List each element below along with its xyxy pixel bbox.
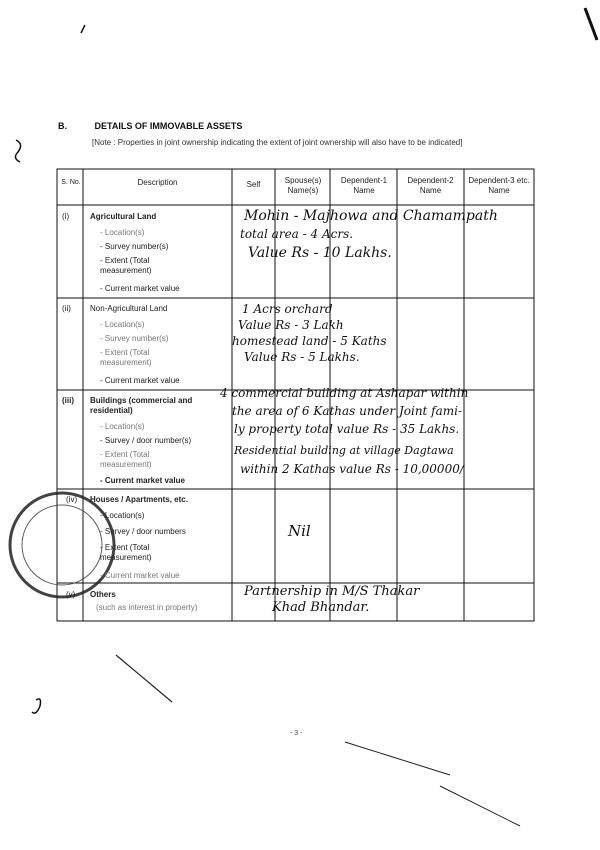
row-5-handwritten-2: Khad Bhandar. [272,600,370,615]
row-2-field-2: - Survey number(s) [100,334,230,344]
row-2-field-4: - Current market value [100,376,230,386]
header-dependent-1: Dependent-1 Name [340,176,388,195]
row-1-field-3: - Extent (Total measurement) [100,256,200,276]
header-dependent-3: Dependent-3 etc. Name [468,176,530,195]
header-dependent-2: Dependent-2 Name [407,176,454,195]
row-2-field-1: - Location(s) [100,320,230,330]
row-4-field-2: - Survey / door numbers [100,527,230,537]
row-4-field-3: - Extent (Total measurement) [100,543,200,563]
row-1-field-2: - Survey number(s) [100,242,230,252]
row-3-field-3: - Extent (Total measurement) [100,450,200,470]
row-3-field-2: - Survey / door number(s) [100,436,230,446]
header-self: Self [246,180,261,189]
row-3-handwritten-5: within 2 Kathas value Rs - 10,00000/ [240,462,464,476]
row-3-handwritten-1: 4 commercial building at Ashapar within [220,386,469,400]
row-3-handwritten-4: Residential building at village Dagtawa [234,444,454,457]
row-4-title: Houses / Apartments, etc. [90,495,188,504]
row-2-handwritten-1: 1 Acrs orchard [242,302,333,316]
page-number: - 3 - [290,730,303,737]
row-3-handwritten-2: the area of 6 Kathas under Joint fami- [232,404,463,418]
row-5-title: Others [90,590,116,599]
row-2-field-3: - Extent (Total measurement) [100,348,200,368]
section-title: DETAILS OF IMMOVABLE ASSETS [94,121,243,131]
section-number: B. [58,121,67,131]
row-3-field-1: - Location(s) [100,422,230,432]
row-1-field-4: - Current market value [100,284,230,294]
row-5-field-1: (such as interest in property) [96,603,198,612]
row-2-sno: (ii) [62,304,71,313]
row-4-handwritten-1: Nil [288,522,311,540]
row-2-handwritten-2: Value Rs - 3 Lakh [238,318,344,332]
row-3-handwritten-3: ly property total value Rs - 35 Lakhs. [234,422,460,436]
row-5-handwritten-1: Partnership in M/S Thakar [244,584,420,599]
row-2-handwritten-4: Value Rs - 5 Lakhs. [244,350,360,364]
row-2-title: Non-Agricultural Land [90,304,168,313]
row-1-handwritten-1: Mohin - Majhowa and Chamampath [244,208,498,224]
row-2-handwritten-3: homestead land - 5 Kaths [232,334,387,348]
row-5-sno: (v) [66,590,76,599]
seal-stamp [10,493,114,597]
row-1-field-1: - Location(s) [100,228,230,238]
header-description: Description [137,178,178,187]
row-3-title: Buildings (commercial and residential) [90,396,193,415]
row-4-sno: (iv) [66,495,78,504]
row-1-handwritten-2: total area - 4 Acrs. [240,227,354,241]
header-spouse: Spouse(s) Name(s) [284,176,322,195]
row-1-handwritten-3: Value Rs - 10 Lakhs. [248,245,392,261]
row-1-title: Agricultural Land [90,212,157,221]
row-4-field-1: - Location(s) [100,511,230,521]
header-sno: S. No. [61,179,81,186]
row-1-sno: (i) [62,212,70,221]
row-3-field-4: - Current market value [100,476,230,486]
section-note: [Note : Properties in joint ownership indicating the extent of joint ownership will also have to be indicated] [92,138,463,147]
row-4-field-4: - Current market value [100,571,230,581]
row-3-sno: (iii) [62,396,74,405]
